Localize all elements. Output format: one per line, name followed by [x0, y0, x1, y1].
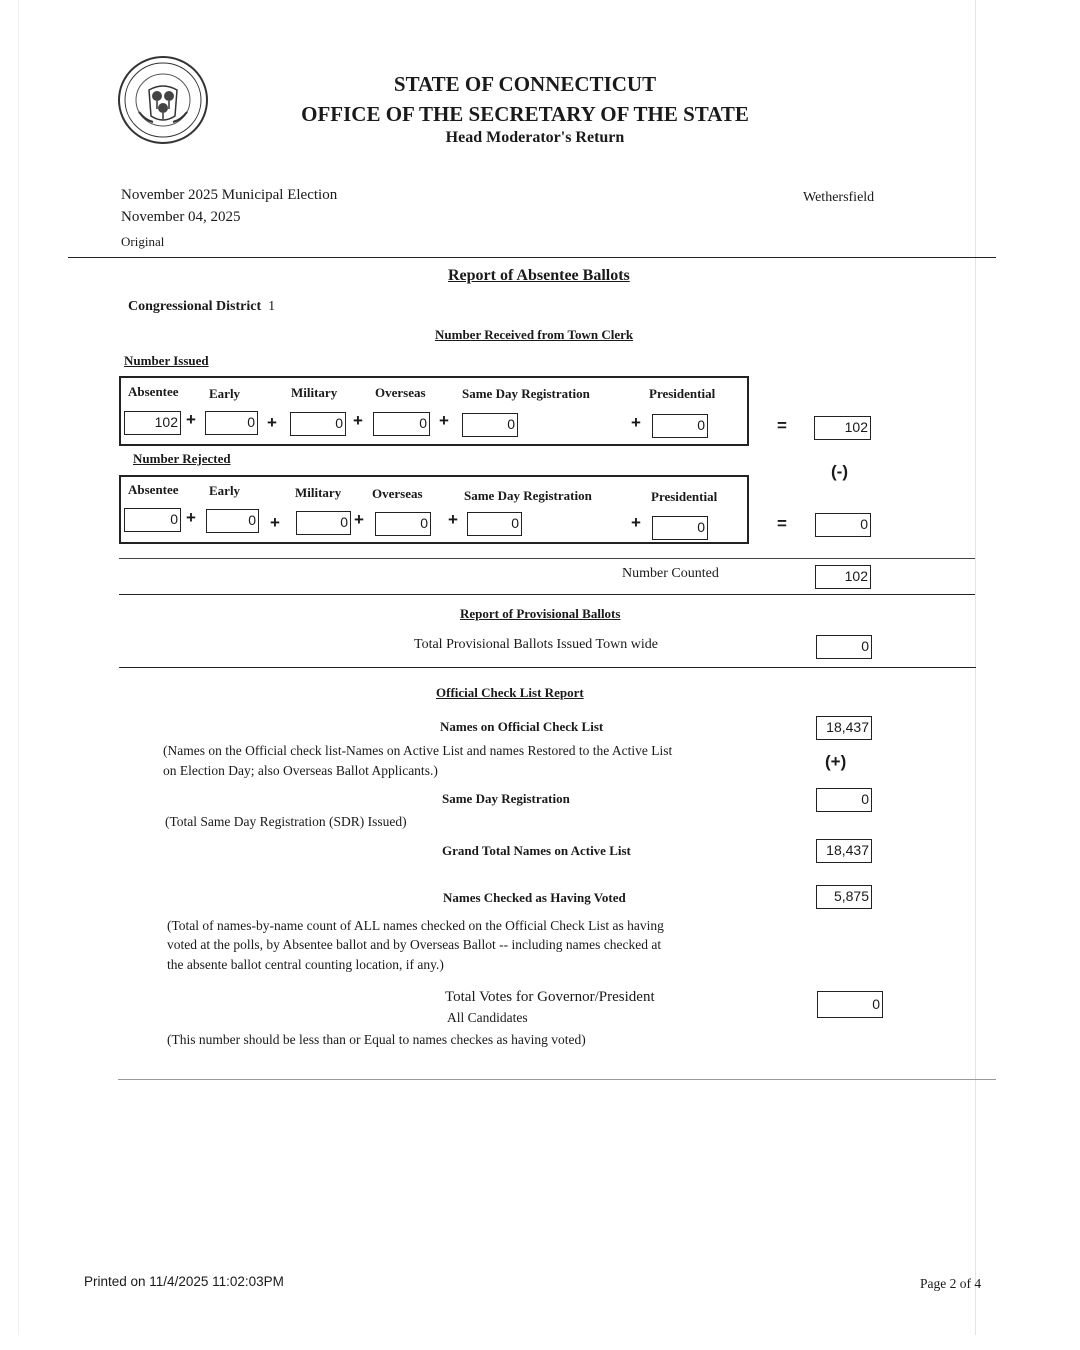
- col-military: Military: [291, 385, 338, 400]
- provisional-issued-label: Total Provisional Ballots Issued Town wide: [414, 637, 658, 652]
- counted-value: 102: [815, 565, 871, 589]
- checklist-names-note: (Names on the Official check list-Names on Active List and names Restored to the Active List: [163, 743, 673, 758]
- sdr-label: Same Day Registration: [442, 791, 570, 806]
- state-seal-icon: [117, 54, 209, 146]
- issued-early-value: 0: [205, 411, 258, 435]
- gov-label: Total Votes for Governor/President: [445, 989, 655, 1005]
- plus-sign: +: [186, 508, 196, 527]
- header-divider: [68, 257, 996, 258]
- plus-sign: +: [267, 413, 277, 432]
- col-sdr: Same Day Registration: [462, 386, 590, 401]
- col-sdr: Same Day Registration: [464, 488, 592, 503]
- office-title: OFFICE OF THE SECRETARY OF THE STATE: [301, 102, 749, 126]
- rejected-total-value: 0: [815, 513, 871, 537]
- plus-sign: +: [439, 411, 449, 430]
- checked-value: 5,875: [816, 885, 872, 909]
- town-name: Wethersfield: [803, 190, 875, 205]
- issued-label: Number Issued: [124, 353, 209, 368]
- col-presidential: Presidential: [651, 489, 718, 504]
- equals-sign: =: [777, 514, 787, 533]
- provisional-issued-value: 0: [816, 635, 872, 659]
- checklist-names-value: 18,437: [816, 716, 872, 740]
- plus-sign: +: [354, 510, 364, 529]
- page-number: Page 2 of 4: [920, 1276, 982, 1291]
- checklist-section-title: Official Check List Report: [436, 685, 584, 700]
- absentee-section-title: Report of Absentee Ballots: [448, 267, 630, 284]
- col-overseas: Overseas: [372, 486, 423, 501]
- col-presidential: Presidential: [649, 386, 716, 401]
- col-absentee: Absentee: [128, 482, 179, 497]
- rejected-early-value: 0: [206, 509, 259, 533]
- issued-overseas-value: 0: [373, 412, 430, 436]
- col-overseas: Overseas: [375, 385, 426, 400]
- col-absentee: Absentee: [128, 384, 179, 399]
- form-title: Head Moderator's Return: [445, 129, 625, 146]
- election-name: November 2025 Municipal Election: [121, 187, 338, 203]
- rejected-military-value: 0: [296, 511, 351, 535]
- checklist-names-note: on Election Day; also Overseas Ballot Applicants.): [163, 763, 438, 778]
- scan-edge: [18, 0, 19, 1335]
- col-early: Early: [209, 386, 241, 401]
- printed-timestamp: Printed on 11/4/2025 11:02:03PM: [84, 1274, 284, 1289]
- district-label: Congressional District 1: [128, 299, 276, 314]
- col-military: Military: [295, 485, 342, 500]
- sdr-note: (Total Same Day Registration (SDR) Issued): [165, 814, 407, 829]
- plus-sign: +: [631, 413, 641, 432]
- equals-sign: =: [777, 416, 787, 435]
- issued-sdr-value: 0: [462, 413, 518, 437]
- plus-sign: +: [186, 410, 196, 429]
- minus-symbol: (-): [831, 462, 848, 481]
- plus-symbol: (+): [825, 752, 847, 771]
- gov-note: (This number should be less than or Equal to names checkes as having voted): [167, 1032, 586, 1047]
- divider: [119, 667, 976, 668]
- plus-sign: +: [448, 510, 458, 529]
- divider: [119, 558, 975, 559]
- bottom-divider: [118, 1079, 996, 1080]
- provisional-section-title: Report of Provisional Ballots: [460, 606, 621, 621]
- gov-value: 0: [817, 991, 883, 1018]
- issued-presidential-value: 0: [652, 414, 708, 438]
- col-early: Early: [209, 483, 241, 498]
- checked-label: Names Checked as Having Voted: [443, 890, 626, 905]
- checked-note: the absente ballot central counting location, if any.): [167, 957, 444, 972]
- counted-label: Number Counted: [622, 566, 719, 581]
- received-label: Number Received from Town Clerk: [435, 327, 634, 342]
- state-title: STATE OF CONNECTICUT: [393, 72, 657, 96]
- rejected-overseas-value: 0: [375, 512, 431, 536]
- election-date: November 04, 2025: [121, 209, 241, 225]
- checklist-names-label: Names on Official Check List: [440, 719, 604, 734]
- rejected-presidential-value: 0: [652, 516, 708, 540]
- checked-note: voted at the polls, by Absentee ballot and by Overseas Ballot -- including names checked at: [167, 937, 662, 952]
- issued-total-value: 102: [814, 416, 871, 440]
- issued-absentee-value: 102: [124, 411, 181, 435]
- rejected-label: Number Rejected: [133, 451, 231, 466]
- gov-sub: All Candidates: [447, 1010, 528, 1025]
- rejected-absentee-value: 0: [124, 508, 181, 532]
- return-status: Original: [121, 234, 165, 249]
- plus-sign: +: [270, 513, 280, 532]
- plus-sign: +: [631, 513, 641, 532]
- checked-note: (Total of names-by-name count of ALL names checked on the Official Check List as having: [167, 918, 664, 933]
- issued-military-value: 0: [290, 412, 346, 436]
- rejected-sdr-value: 0: [467, 512, 522, 536]
- grand-total-label: Grand Total Names on Active List: [442, 843, 631, 858]
- divider: [119, 594, 975, 595]
- sdr-value: 0: [816, 788, 872, 812]
- grand-total-value: 18,437: [816, 839, 872, 863]
- plus-sign: +: [353, 411, 363, 430]
